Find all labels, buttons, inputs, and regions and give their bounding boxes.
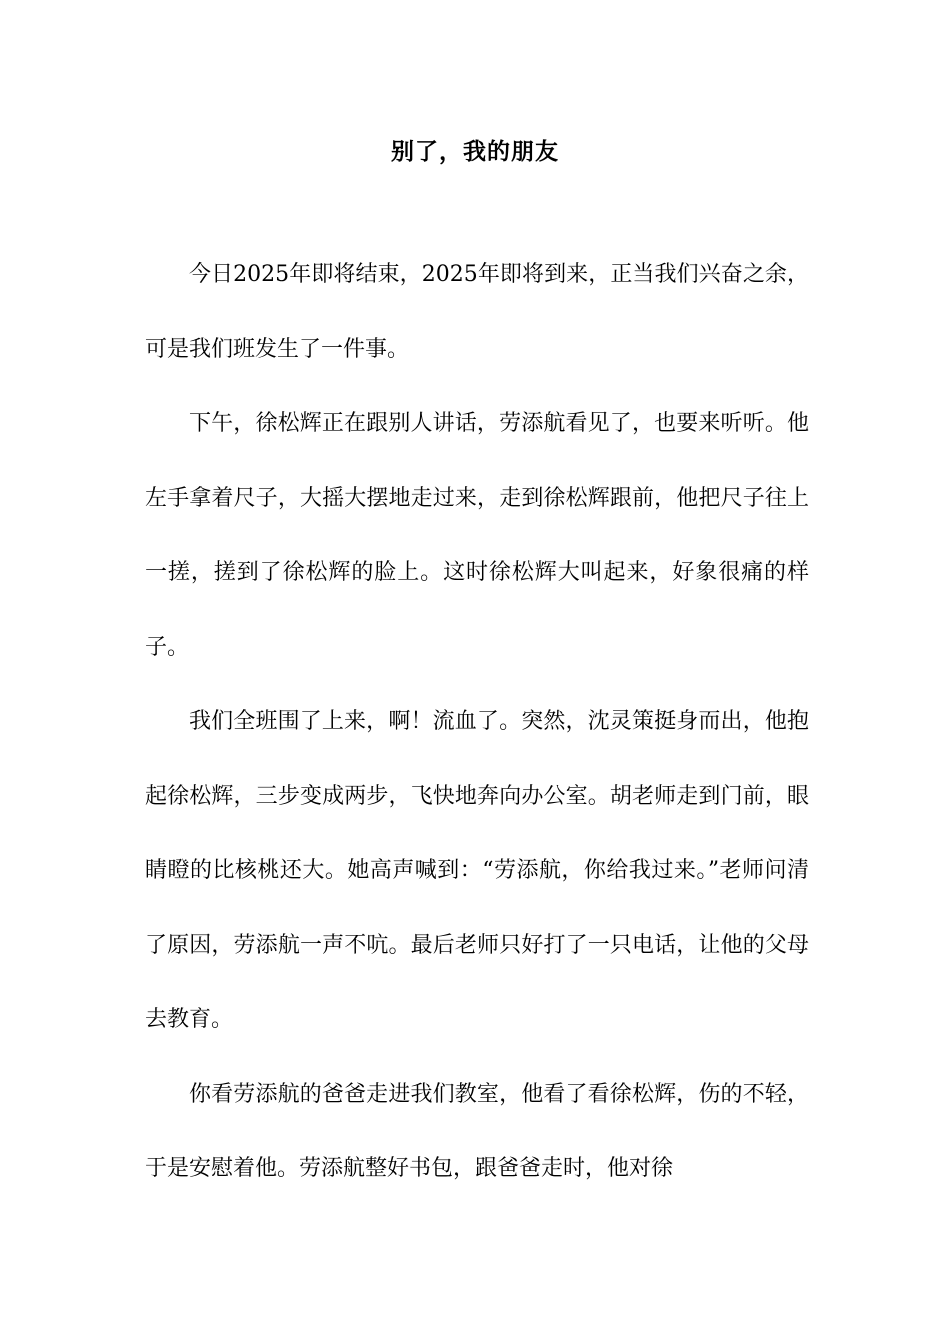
paragraph-2: 下午，徐松辉正在跟别人讲话，劳添航看见了，也要来听听。他左手拿着尺子，大摇大摆地走过来，走到徐松辉跟前，他把尺子往上一搓，搓到了徐松辉的脸上。这时徐松辉大叫起来，好象很痛的样子。 — [145, 411, 809, 660]
paragraph-4: 你看劳添航的爸爸走进我们教室，他看了看徐松辉，伤的不轻，于是安慰着他。劳添航整好书包，跟爸爸走时，他对徐 — [145, 1081, 809, 1181]
paragraph-3: 我们全班围了上来，啊！流血了。突然，沈灵策挺身而出，他抱起徐松辉，三步变成两步，飞快地奔向办公室。胡老师走到门前，眼睛瞪的比核桃还大。她高声喊到：“劳添航，你给我过来。”老师问清了原因，劳添航一声不吭。最后老师只好打了一只电话，让他的父母去教育。 — [145, 709, 809, 1032]
document-title: 别了，我的朋友 — [391, 138, 559, 165]
document-body — [145, 238, 809, 1207]
paragraph-1: 今日2025年即将结束，2025年即将到来，正当我们兴奋之余，可是我们班发生了一件事。 — [145, 262, 809, 362]
